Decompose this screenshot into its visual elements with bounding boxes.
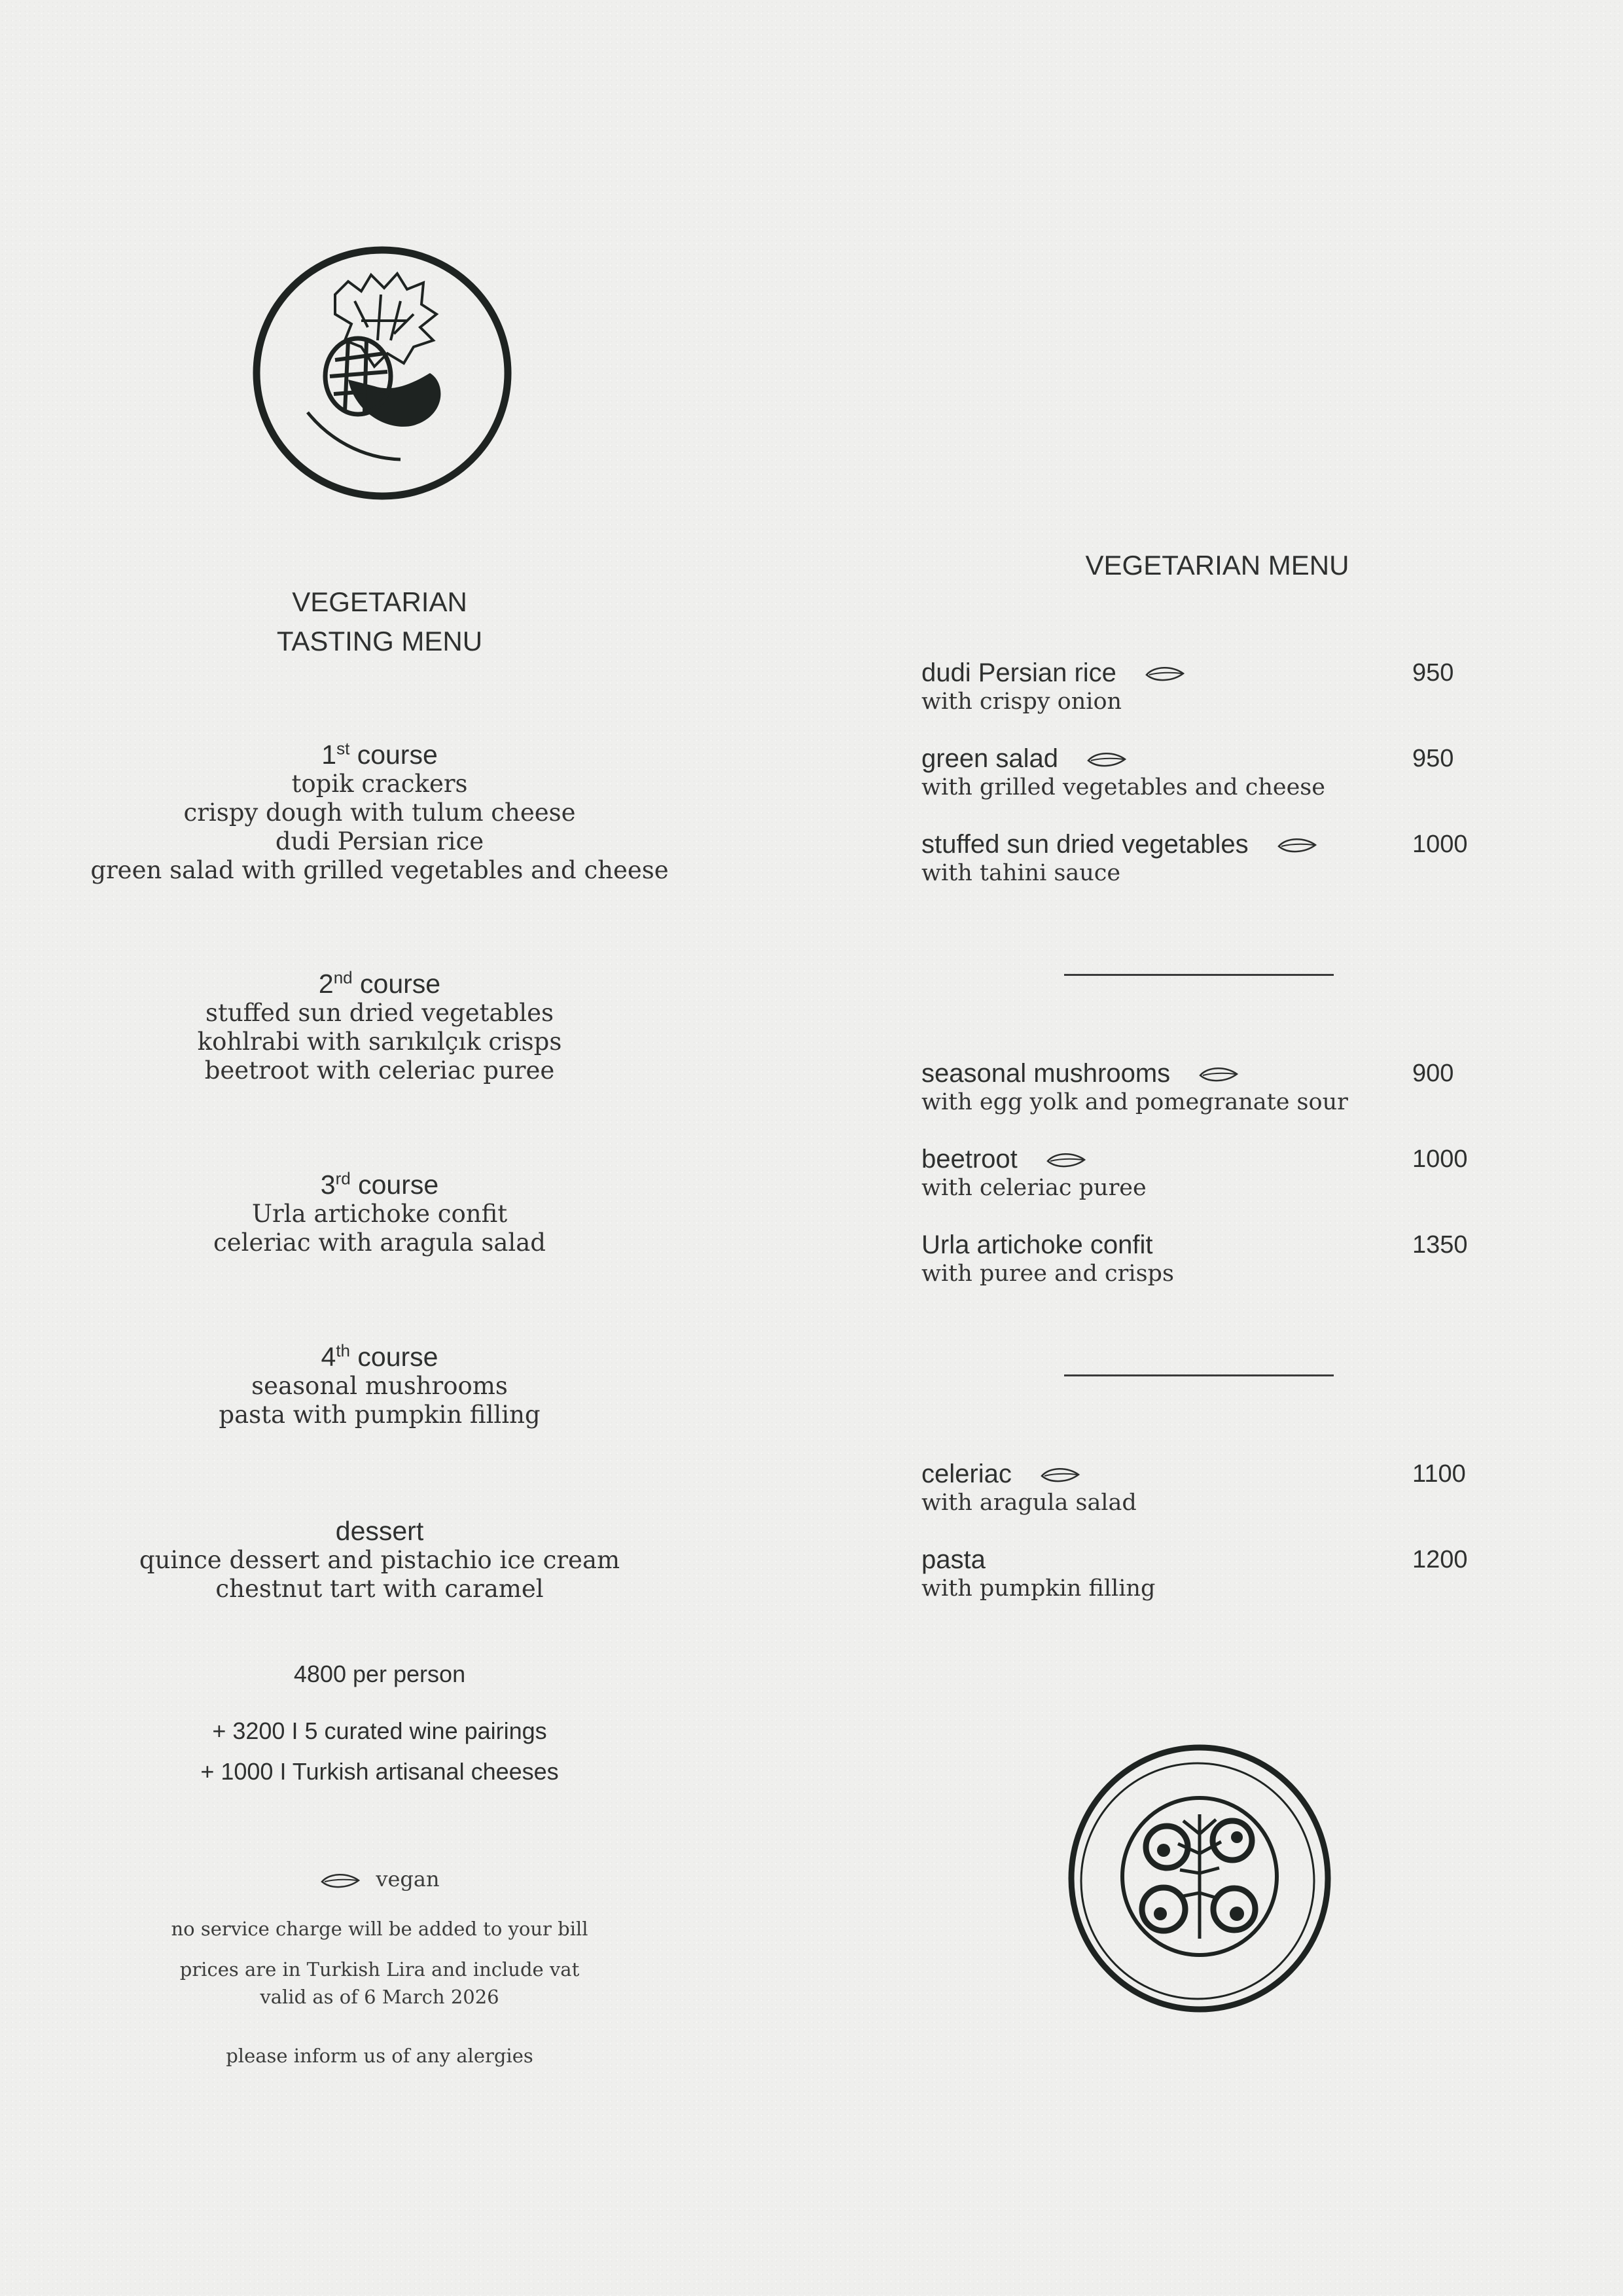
menu-item-description: with grilled vegetables and cheese [921, 774, 1325, 800]
menu-item-description: with pumpkin filling [921, 1575, 1156, 1602]
tasting-menu-title [52, 583, 707, 661]
menu-item [921, 1459, 1471, 1516]
course-dish: topik crackers [291, 770, 468, 798]
vegan-label: vegan [376, 1867, 440, 1892]
cheese-price: + 1000 I Turkish artisanal cheeses [200, 1758, 559, 1785]
menu-item [921, 829, 1471, 887]
menu-item [921, 1230, 1471, 1287]
menu-item-name: dudi Persian rice [921, 658, 1116, 687]
course-dish: pasta with pumpkin filling [219, 1401, 541, 1429]
menu-item-name: pasta [921, 1545, 986, 1574]
menu-item [921, 744, 1471, 801]
menu-item-description: with puree and crisps [921, 1261, 1174, 1287]
course-dish: green salad with grilled vegetables and cheese [90, 856, 669, 884]
allergy-note: please inform us of any alergies [226, 2045, 533, 2067]
course-heading: 4th course [321, 1340, 438, 1372]
course-dish: quince dessert and pistachio ice cream [139, 1546, 620, 1574]
course-heading: 3rd course [320, 1168, 439, 1200]
menu-item-description: with crispy onion [921, 689, 1122, 715]
course-dish: kohlrabi with sarıkılçık crisps [197, 1028, 562, 1056]
menu-item-price: 1350 [1412, 1231, 1468, 1259]
menu-item-price: 1100 [1412, 1460, 1466, 1488]
course-dish: stuffed sun dried vegetables [205, 999, 554, 1027]
vegan-legend [52, 1867, 707, 1892]
tasting-title-line1: VEGETARIAN [292, 586, 467, 617]
leaf-icon [1039, 1465, 1081, 1485]
tasting-title-line2: TASTING MENU [276, 626, 483, 656]
course-dish: dudi Persian rice [275, 827, 484, 855]
menu-item [921, 658, 1471, 715]
course-dish: seasonal mushrooms [251, 1372, 508, 1400]
menu-item-price: 900 [1412, 1060, 1454, 1087]
menu-item-price: 950 [1412, 659, 1454, 687]
course-2 [52, 969, 707, 1085]
leaf-icon [1144, 664, 1186, 684]
course-dish: chestnut tart with caramel [215, 1575, 544, 1603]
menu-item-name: seasonal mushrooms [921, 1059, 1171, 1088]
menu-item-description: with aragula salad [921, 1490, 1137, 1516]
menu-item-name: beetroot [921, 1145, 1018, 1174]
course-dish: celeriac with aragula salad [213, 1229, 546, 1257]
plate-illustration-bottom [1065, 1742, 1334, 2015]
menu-item [921, 1058, 1471, 1116]
menu-item-price: 1200 [1412, 1546, 1468, 1573]
prices-note: prices are in Turkish Lira and include vat valid as of 6 March 2026 [179, 1958, 580, 2008]
menu-item [921, 1144, 1471, 1202]
menu-item-price: 1000 [1412, 1145, 1468, 1173]
menu-item-price: 1000 [1412, 831, 1468, 858]
course-dish: crispy dough with tulum cheese [183, 798, 576, 827]
course-1 [52, 740, 707, 885]
menu-item-name: Urla artichoke confit [921, 1230, 1153, 1259]
menu-item-name: celeriac [921, 1460, 1012, 1488]
course-dessert [52, 1516, 707, 1604]
menu-item-name: stuffed sun dried vegetables [921, 830, 1249, 859]
leaf-icon [319, 1871, 361, 1891]
menu-item-name: green salad [921, 744, 1059, 773]
section-divider [1064, 1374, 1334, 1376]
course-3 [52, 1170, 707, 1257]
course-heading: 1st course [321, 738, 438, 770]
menu-item [921, 1545, 1471, 1602]
menu-item-description: with celeriac puree [921, 1175, 1147, 1201]
course-dish: Urla artichoke confit [251, 1200, 508, 1228]
price-per-person: 4800 per person [293, 1660, 466, 1687]
menu-item-price: 950 [1412, 745, 1454, 772]
menu-item-description: with tahini sauce [921, 860, 1121, 886]
plate-illustration-top [250, 242, 515, 504]
leaf-icon [1045, 1151, 1087, 1170]
menu-item-description: with egg yolk and pomegranate sour [921, 1089, 1348, 1115]
course-heading: 2nd course [318, 967, 441, 999]
section-divider [1064, 974, 1334, 976]
vegetarian-menu-title: VEGETARIAN MENU [1085, 550, 1349, 581]
service-note: no service charge will be added to your bill [171, 1918, 588, 1940]
course-heading: dessert [335, 1516, 424, 1546]
leaf-icon [1276, 836, 1318, 855]
course-dish: beetroot with celeriac puree [204, 1056, 555, 1085]
leaf-icon [1198, 1065, 1240, 1085]
leaf-icon [1086, 750, 1128, 770]
wine-pairing-price: + 3200 I 5 curated wine pairings [212, 1717, 547, 1744]
course-4 [52, 1342, 707, 1429]
